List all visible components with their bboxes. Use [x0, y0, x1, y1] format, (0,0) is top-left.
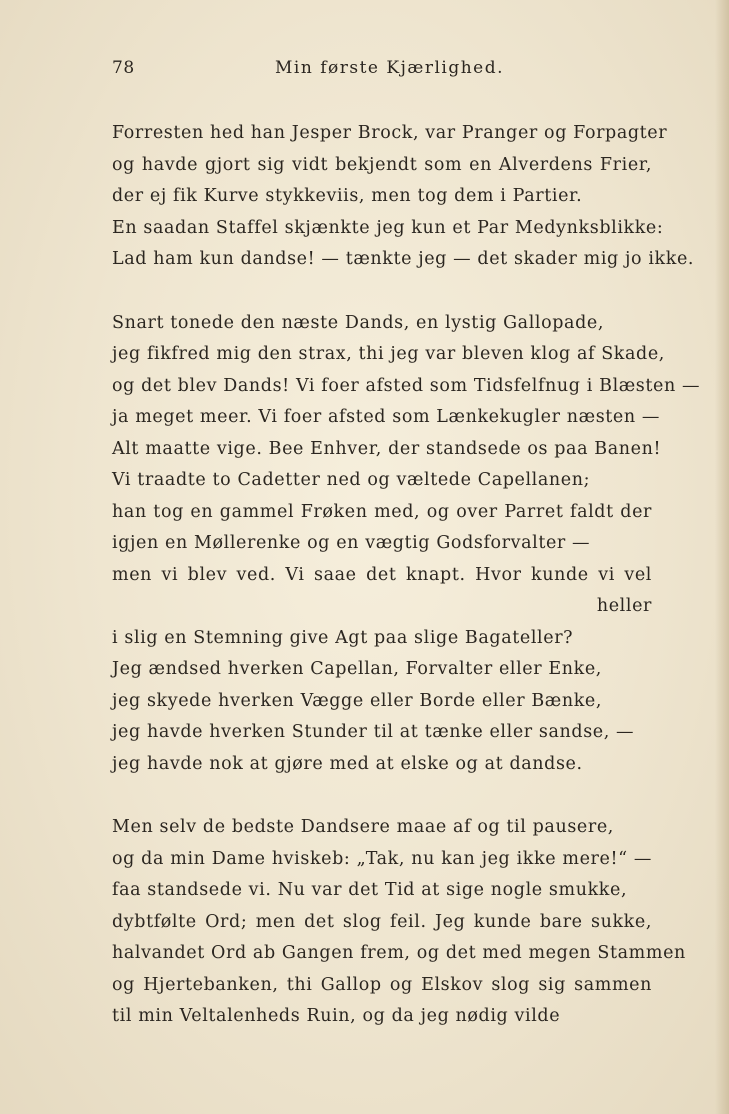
page-number: 78 — [112, 58, 135, 78]
text-line: jeg havde nok at gjøre med at elske og at dandse. — [112, 753, 583, 774]
running-title: Min første Kjærlighed. — [275, 58, 504, 78]
page-edge-shadow — [715, 0, 729, 1114]
text-line: Lad ham kun dandse! — tænkte jeg — det skader mig jo ikke. — [112, 249, 695, 269]
stanza — [112, 812, 686, 1033]
text-line: Vi traadte to Cadetter ned og væltede Capellanen; — [112, 470, 591, 490]
page-header — [112, 58, 645, 84]
text-line: jeg havde hverken Stunder til at tænke eller sandse, — — [112, 722, 635, 742]
text-line: halvandet Ord ab Gangen frem, og det med megen Stammen — [112, 943, 686, 963]
text-line: faa standsede vi. Nu var det Tid at sige nogle smukke, — [112, 880, 628, 900]
text-line: og havde gjort sig vidt bekjendt som en Alverdens Frier, — [112, 154, 652, 175]
text-line: ja meget meer. Vi foer afsted som Lænkekugler næsten — — [112, 407, 660, 427]
text-line: til min Veltalenheds Ruin, og da jeg nødig vilde — [112, 1006, 561, 1026]
text-line-overflow: heller — [596, 596, 652, 616]
text-line: jeg skyede hverken Vægge eller Borde eller Bænke, — [112, 690, 603, 711]
text-line: Snart tonede den næste Dands, en lystig Gallopade, — [112, 312, 605, 333]
stanza-break — [112, 780, 652, 812]
text-line: der ej fik Kurve stykkeviis, men tog dem i Partier. — [112, 186, 583, 206]
text-line: og det blev Dands! Vi foer afsted som Tidsfelfnug i Blæsten — — [112, 375, 701, 396]
text-line: Alt maatte vige. Bee Enhver, der standsede os paa Banen! — [112, 438, 662, 459]
text-line: men vi blev ved. Vi saae det knapt. Hvor kunde vi vel — [112, 564, 652, 585]
stanza — [112, 308, 701, 781]
text-line: i slig en Stemning give Agt paa slige Bagateller? — [112, 627, 574, 648]
text-line: igjen en Møllerenke og en vægtig Godsforvalter — — [112, 533, 591, 553]
text-line: jeg fikfred mig den strax, thi jeg var bleven klog af Skade, — [112, 344, 665, 364]
poem-body — [112, 118, 701, 1033]
text-line: og da min Dame hviskeb: „Tak, nu kan jeg ikke mere!“ — — [112, 848, 652, 869]
text-line: han tog en gammel Frøken med, og over Parret faldt der — [112, 501, 652, 522]
stanza — [112, 118, 695, 276]
text-line: Men selv de bedste Dandsere maae af og til pausere, — [112, 817, 614, 837]
text-line: En saadan Staffel skjænkte jeg kun et Par Medynksblikke: — [112, 217, 664, 238]
text-line: dybtfølte Ord; men det slog feil. Jeg kunde bare sukke, — [112, 911, 652, 932]
stanza-break — [112, 276, 652, 308]
text-line: Jeg ændsed hverken Capellan, Forvalter eller Enke, — [112, 659, 602, 679]
text-line: og Hjertebanken, thi Gallop og Elskov slog sig sammen — [112, 974, 652, 995]
text-line: Forresten hed han Jesper Brock, var Pranger og Forpagter — [112, 123, 668, 143]
